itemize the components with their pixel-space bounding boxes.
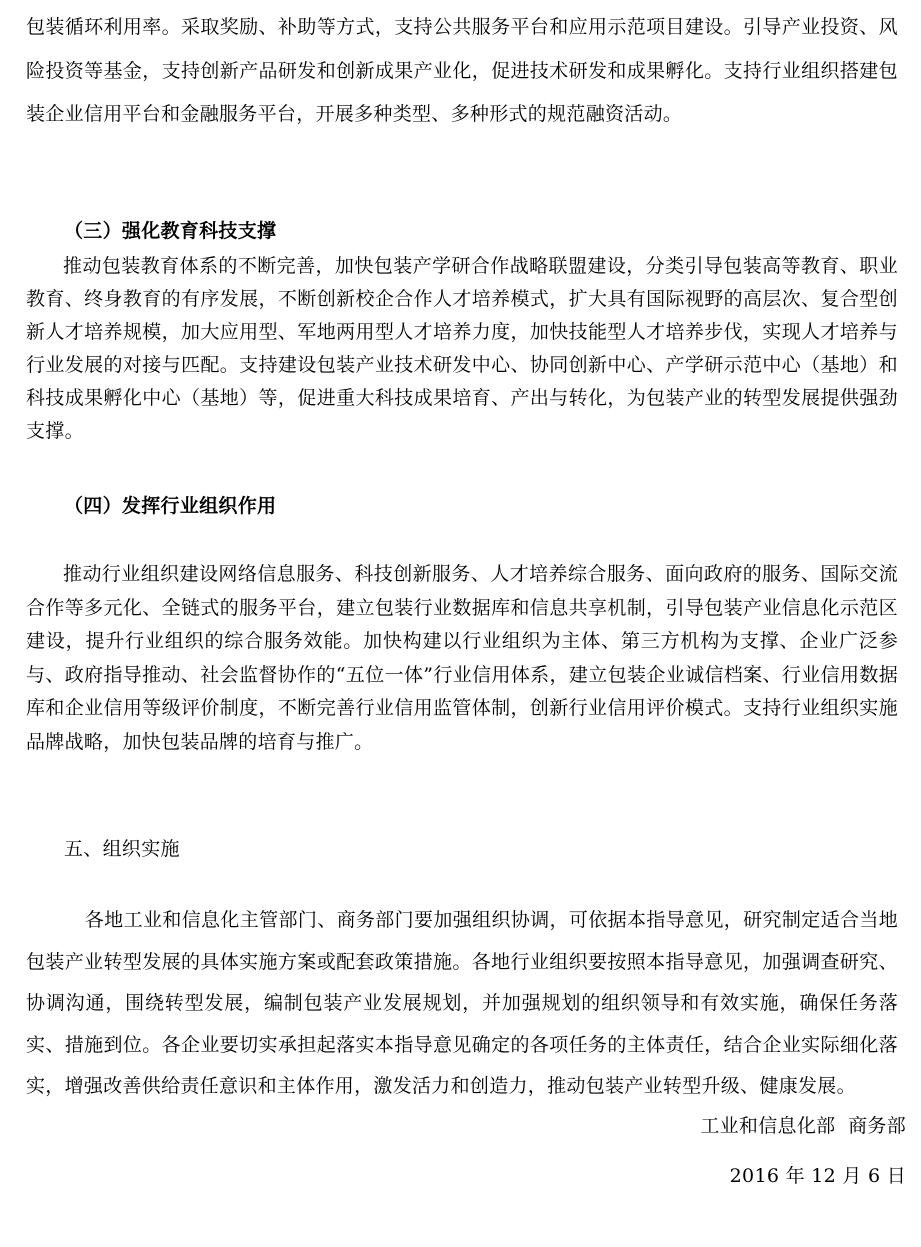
signatories: 工业和信息化部 商务部 [700, 1115, 906, 1137]
document-date: 2016 年 12 月 6 日 [729, 1165, 906, 1187]
paragraph-education-tech-support: 推动包装教育体系的不断完善，加快包装产学研合作战略联盟建设，分类引导包装高等教育、职业教育、终身教育的有序发展，不断创新校企合作人才培养模式，扩大具有国际视野的高层次、复合型创新人才培养规模，加大应用型、军地两用型人才培养力度，加快技能型人才培养步伐，实现人才培养与行业发展的对接与匹配。支持建设包装产业技术研发中心、协同创新中心、产学研示范中心（基地）和科技成果孵化中心（基地）等，促进重大科技成果培育、产出与转化，为包装产业的转型发展提供强劲支撑。 [26, 255, 898, 442]
paragraph-industry-organizations: 推动行业组织建设网络信息服务、科技创新服务、人才培养综合服务、面向政府的服务、国际交流合作等多元化、全链式的服务平台，建立包装行业数据库和信息共享机制，引导包装产业信息化示范区建设，提升行业组织的综合服务效能。加快构建以行业组织为主体、第三方机构为支撑、企业广泛参与、政府指导推动、社会监督协作的“五位一体”行业信用体系，建立包装企业诚信档案、行业信用数据库和企业信用等级评价制度，不断完善行业信用监管体制，创新行业信用评价模式。支持行业组织实施品牌战略，加快包装品牌的培育与推广。 [26, 563, 898, 753]
paragraph-continued: 包装循环利用率。采取奖励、补助等方式，支持公共服务平台和应用示范项目建设。引导产业投资、风险投资等基金，支持创新产品研发和创新成果产业化，促进技术研发和成果孵化。支持行业组织搭建包装企业信用平台和金融服务平台，开展多种类型、多种形式的规范融资活动。 [26, 16, 898, 125]
heading-industry-organizations: （四）发挥行业组织作用 [64, 495, 277, 517]
section-title-implementation: 五、组织实施 [64, 838, 180, 860]
paragraph-implementation: 各地工业和信息化主管部门、商务部门要加强组织协调，可依据本指导意见，研究制定适合当地包装产业转型发展的具体实施方案或配套政策措施。各地行业组织要按照本指导意见，加强调查研究、协调沟通，围绕转型发展，编制包装产业发展规划，并加强规划的组织领导和有效实施，确保任务落实、措施到位。各企业要切实承担起落实本指导意见确定的各项任务的主体责任，结合企业实际细化落实，增强改善供给责任意识和主体作用，激发活力和创造力，推动包装产业转型升级、健康发展。 [26, 909, 898, 1097]
heading-education-tech-support: （三）强化教育科技支撑 [64, 220, 277, 242]
